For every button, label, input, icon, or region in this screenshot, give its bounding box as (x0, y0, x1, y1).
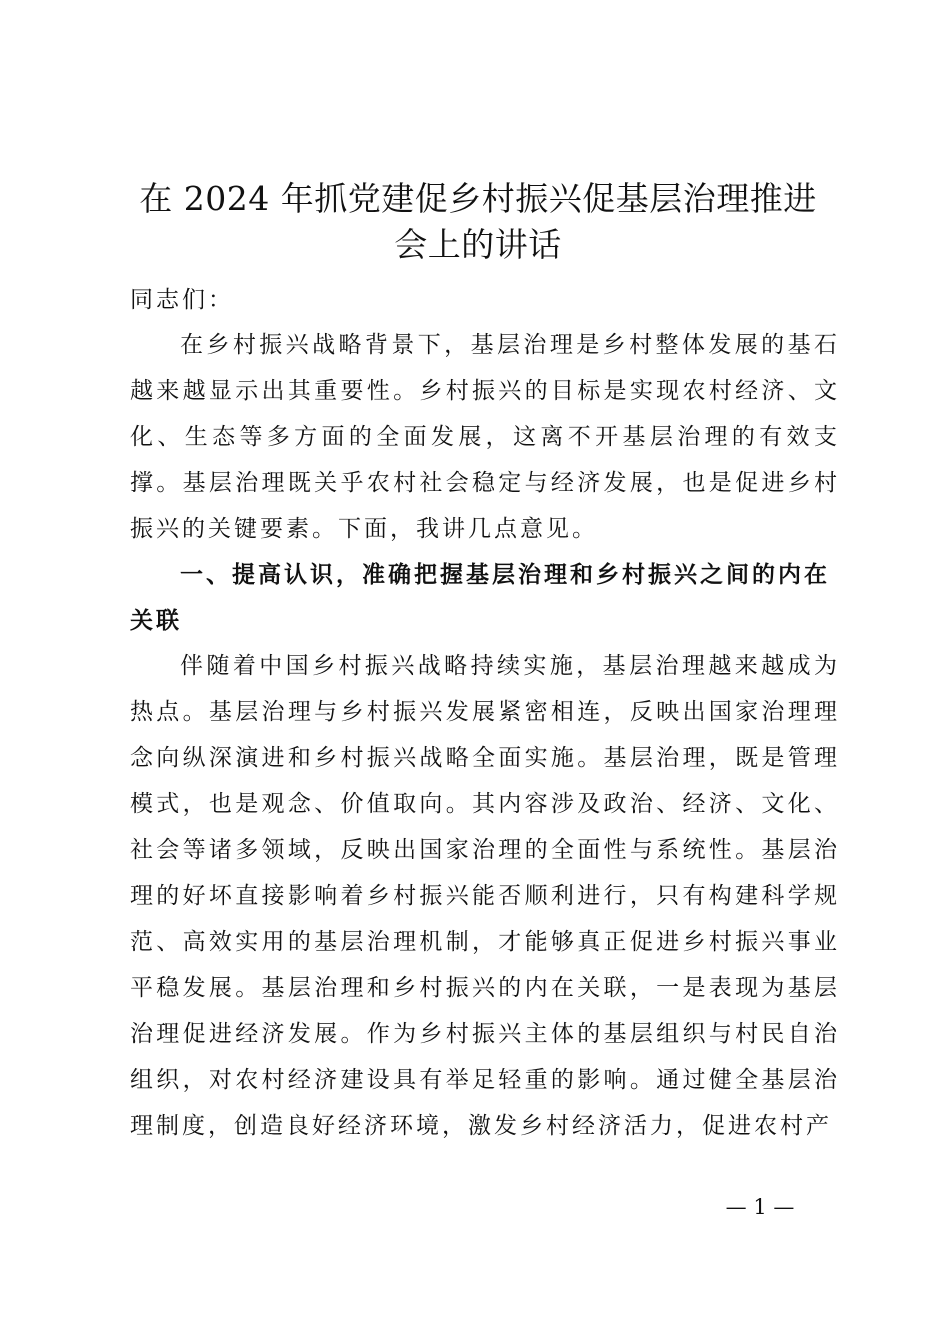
page-number: — 1 — (725, 1195, 795, 1219)
section-paragraph: 伴随着中国乡村振兴战略持续实施，基层治理越来越成为热点。基层治理与乡村振兴发展紧密相连，反映出国家治理理念向纵深演进和乡村振兴战略全面实施。基层治理，既是管理模式，也是观念、价值取向。其内容涉及政治、经济、文化、社会等诸多领域，反映出国家治理的全面性与系统性。基层治理的好坏直接影响着乡村振兴能否顺利进行，只有构建科学规范、高效实用的基层治理机制，才能够真正促进乡村振兴事业平稳发展。基层治理和乡村振兴的内在关联，一是表现为基层治理促进经济发展。作为乡村振兴主体的基层组织与村民自治组织，对农村经济建设具有举足轻重的影响。通过健全基层治理制度，创造良好经济环境，激发乡村经济活力，促进农村产 (130, 653, 840, 1139)
section-heading: 一、提高认识，准确把握基层治理和乡村振兴之间的内在关联 (130, 562, 830, 634)
intro-paragraph: 在乡村振兴战略背景下，基层治理是乡村整体发展的基石越来越显示出其重要性。乡村振兴的目标是实现农村经济、文化、生态等多方面的全面发展，这离不开基层治理的有效支撑。基层治理既关乎农村社会稳定与经济发展，也是促进乡村振兴的关键要素。下面，我讲几点意见。 (130, 332, 840, 542)
document-title-line-1: 在 2024 年抓党建促乡村振兴促基层治理推进 (139, 179, 817, 218)
document-title-line-2: 会上的讲话 (394, 225, 562, 264)
salutation: 同志们： (130, 287, 234, 313)
